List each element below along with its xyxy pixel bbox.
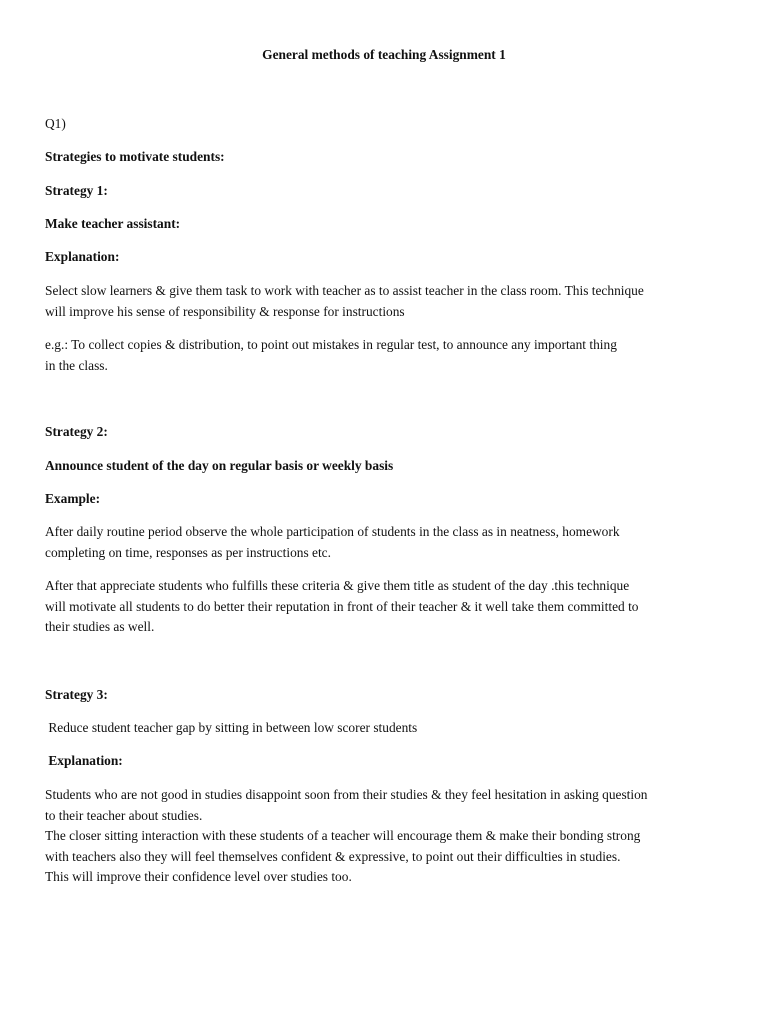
document-title: General methods of teaching Assignment 1: [262, 47, 506, 62]
strategy-3-explanation-label: Explanation:: [45, 753, 123, 768]
text-line: Select slow learners & give them task to work with teacher as to assist teacher in the class room. This technique: [45, 283, 644, 298]
text-line: Students who are not good in studies disappoint soon from their studies & they feel hesitation in asking question: [45, 787, 648, 802]
strategy-2-paragraph-1: [45, 522, 735, 563]
strategy-1-name: Make teacher assistant:: [45, 216, 181, 231]
strategy-1-label: Strategy 1:: [45, 183, 108, 198]
strategy-3-explanation: [45, 785, 735, 888]
section-heading: Strategies to motivate students:: [45, 149, 225, 164]
question-label: Q1): [45, 116, 66, 131]
text-line: will motivate all students to do better their reputation in front of their teacher & it well take them committed to: [45, 598, 639, 614]
strategy-2-label: Strategy 2:: [45, 424, 108, 439]
text-line: The closer sitting interaction with these students of a teacher will encourage them & make their bonding strong: [45, 828, 641, 843]
text-line: in the class.: [45, 357, 108, 373]
strategy-3-label: Strategy 3:: [45, 687, 108, 702]
text-line: will improve his sense of responsibility & response for instructions: [45, 303, 405, 319]
strategy-2-paragraph-2: [45, 576, 735, 638]
strategy-1-explanation: [45, 281, 735, 322]
text-line: with teachers also they will feel themselves confident & expressive, to point out their difficulties in studies.: [45, 848, 621, 864]
strategy-1-explanation-label: Explanation:: [45, 249, 120, 264]
strategy-1-example: [45, 335, 735, 376]
text-line: This will improve their confidence level over studies too.: [45, 869, 352, 884]
text-line: After daily routine period observe the whole participation of students in the class as in neatness, homework: [45, 524, 620, 539]
text-line: e.g.: To collect copies & distribution, to point out mistakes in regular test, to announce any important thing: [45, 337, 617, 352]
strategy-2-name: Announce student of the day on regular basis or weekly basis: [45, 458, 394, 473]
text-line: their studies as well.: [45, 619, 155, 634]
text-line: to their teacher about studies.: [45, 807, 203, 823]
strategy-3-name: Reduce student teacher gap by sitting in between low scorer students: [45, 720, 418, 735]
text-line: completing on time, responses as per instructions etc.: [45, 544, 331, 560]
strategy-2-example-label: Example:: [45, 491, 101, 506]
text-line: After that appreciate students who fulfills these criteria & give them title as student of the day .this technique: [45, 578, 630, 593]
